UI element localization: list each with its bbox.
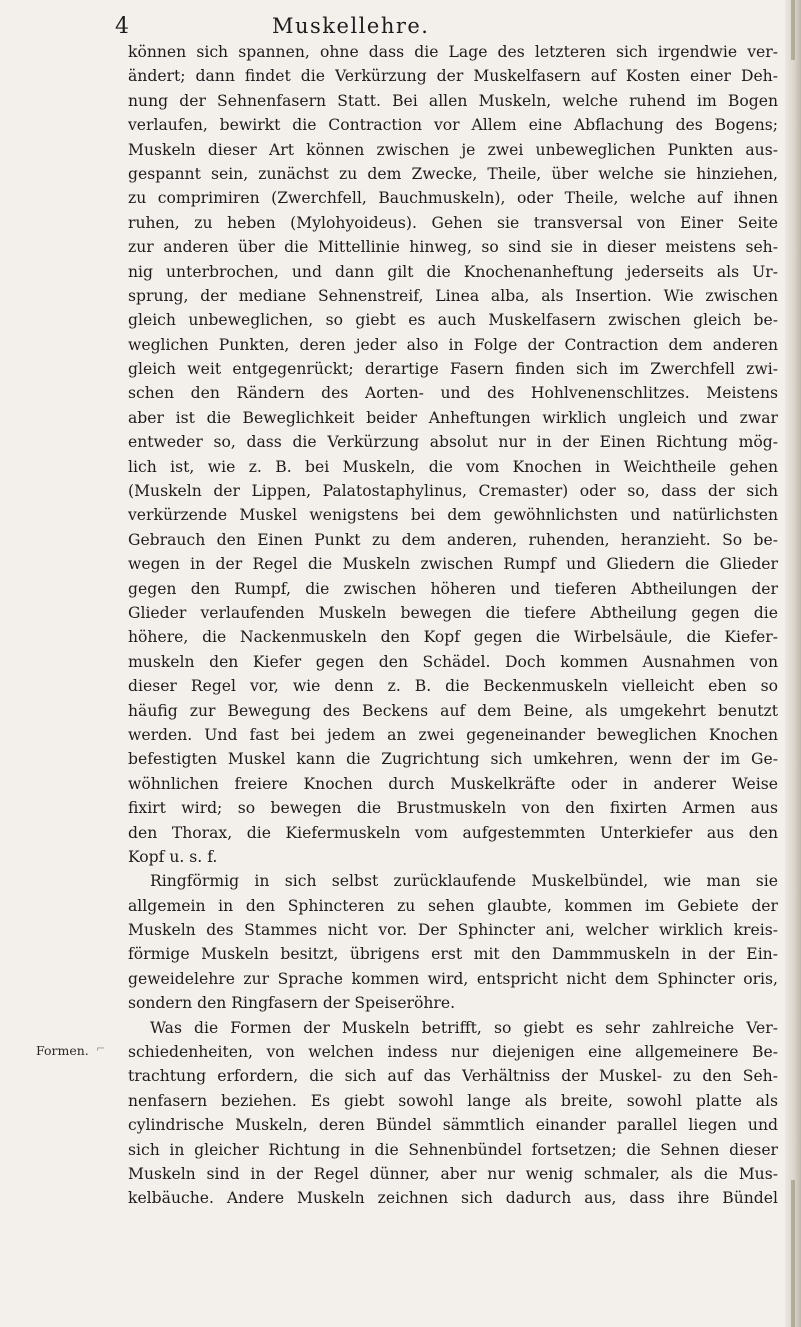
text-line: Muskeln des Stammes nicht vor. Der Sphincter ani, welcher wirklich kreis- (128, 921, 778, 940)
text-line: sprung, der mediane Sehnenstreif, Linea alba, als Insertion. Wie zwischen (128, 286, 778, 305)
text-line: cylindrische Muskeln, deren Bündel sämmtlich einander parallel liegen und (128, 1116, 778, 1135)
text-line: nig unterbrochen, und dann gilt die Knochenanheftung jederseits als Ur- (128, 262, 778, 281)
page-number: 4 (115, 14, 130, 39)
text-line: Glieder verlaufenden Muskeln bewegen die tiefere Abtheilung gegen die (128, 603, 778, 622)
text-line: häufig zur Bewegung des Beckens auf dem Beine, als umgekehrt benutzt (128, 701, 778, 720)
body-text (128, 40, 778, 1211)
text-line: weglichen Punkten, deren jeder also in Folge der Contraction dem anderen (128, 335, 778, 354)
pencil-mark: ⌐ (96, 1042, 106, 1055)
paragraph-last-line: Kopf u. s. f. (128, 847, 218, 866)
margin-note: Formen. (36, 1043, 89, 1058)
text-line: schiedenheiten, von welchen indess nur diejenigen eine allgemeinere Be- (128, 1043, 778, 1062)
page-edge (785, 0, 801, 1327)
text-line: entweder so, dass die Verkürzung absolut nur in der Einen Richtung mög- (128, 433, 778, 452)
text-line: verlaufen, bewirkt die Contraction vor Allem eine Abflachung des Bogens; (128, 116, 778, 135)
text-line: gleich weit entgegenrückt; derartige Fasern finden sich im Zwerchfell zwi- (128, 360, 778, 379)
text-line: schen den Rändern des Aorten- und des Hohlvenenschlitzes. Meistens (128, 384, 778, 403)
text-line: förmige Muskeln besitzt, übrigens erst mit den Dammmuskeln in der Ein- (128, 945, 778, 964)
text-line: fixirt wird; so bewegen die Brustmuskeln von den fixirten Armen aus (128, 799, 778, 818)
text-line: Muskeln dieser Art können zwischen je zwei unbeweglichen Punkten aus- (128, 140, 778, 159)
text-line: Gebrauch den Einen Punkt zu dem anderen, ruhenden, heranzieht. So be- (128, 530, 778, 549)
text-line: können sich spannen, ohne dass die Lage des letzteren sich irgendwie ver- (128, 43, 778, 61)
paragraph-first-line: Was die Formen der Muskeln betrifft, so giebt es sehr zahlreiche Ver- (150, 1018, 778, 1037)
text-line: den Thorax, die Kiefermuskeln vom aufgestemmten Unterkiefer aus den (128, 823, 778, 842)
text-line: gegen den Rumpf, die zwischen höheren und tieferen Abtheilungen der (128, 579, 778, 598)
text-line: gleich unbeweglichen, so giebt es auch Muskelfasern zwischen gleich be- (128, 311, 778, 330)
text-line: muskeln den Kiefer gegen den Schädel. Doch kommen Ausnahmen von (128, 652, 778, 671)
paragraph-first-line: Ringförmig in sich selbst zurücklaufende Muskelbündel, wie man sie (150, 872, 778, 891)
text-line: ändert; dann findet die Verkürzung der Muskelfasern auf Kosten einer Deh- (128, 67, 778, 86)
text-line: zur anderen über die Mittellinie hinweg, so sind sie in dieser meistens seh- (128, 238, 778, 257)
edge-discoloration (791, 1180, 795, 1327)
text-line: befestigten Muskel kann die Zugrichtung sich umkehren, wenn der im Ge- (128, 750, 778, 769)
text-line: allgemein in den Sphincteren zu sehen glaubte, kommen im Gebiete der (128, 896, 778, 915)
text-line: nenfasern beziehen. Es giebt sowohl lange als breite, sowohl platte als (128, 1091, 778, 1110)
text-line: wegen in der Regel die Muskeln zwischen Rumpf und Gliedern die Glieder (128, 555, 778, 574)
text-line: ruhen, zu heben (Mylohyoideus). Gehen sie transversal von Einer Seite (128, 213, 778, 232)
text-line: trachtung erfordern, die sich auf das Verhältniss der Muskel- zu den Seh- (128, 1067, 778, 1086)
running-title: Muskellehre. (272, 14, 430, 38)
text-line: aber ist die Beweglichkeit beider Anheftungen wirklich ungleich und zwar (128, 408, 778, 427)
text-line: dieser Regel vor, wie denn z. B. die Beckenmuskeln vielleicht eben so (128, 677, 778, 696)
text-line: verkürzende Muskel wenigstens bei dem gewöhnlichsten und natürlichsten (128, 506, 778, 525)
text-line: Muskeln sind in der Regel dünner, aber nur wenig schmaler, als die Mus- (128, 1164, 778, 1183)
text-line: werden. Und fast bei jedem an zwei gegeneinander beweglichen Knochen (128, 725, 778, 744)
text-line: zu comprimiren (Zwerchfell, Bauchmuskeln), oder Theile, welche auf ihnen (128, 189, 778, 208)
text-line: sich in gleicher Richtung in die Sehnenbündel fortsetzen; die Sehnen dieser (128, 1140, 778, 1159)
text-line: gespannt sein, zunächst zu dem Zwecke, Theile, über welche sie hinziehen, (128, 164, 778, 183)
text-line: lich ist, wie z. B. bei Muskeln, die vom Knochen in Weichtheile gehen (128, 457, 778, 476)
text-line: wöhnlichen freiere Knochen durch Muskelkräfte oder in anderer Weise (128, 774, 778, 793)
text-line: (Muskeln der Lippen, Palatostaphylinus, Cremaster) oder so, dass der sich (128, 482, 778, 501)
text-line: geweidelehre zur Sprache kommen wird, entspricht nicht dem Sphincter oris, (128, 969, 778, 988)
paragraph-last-line: sondern den Ringfasern der Speiseröhre. (128, 994, 456, 1013)
text-line: nung der Sehnenfasern Statt. Bei allen Muskeln, welche ruhend im Bogen (128, 91, 778, 110)
text-line: kelbäuche. Andere Muskeln zeichnen sich dadurch aus, dass ihre Bündel (128, 1189, 778, 1208)
text-line: höhere, die Nackenmuskeln den Kopf gegen die Wirbelsäule, die Kiefer- (128, 628, 778, 647)
